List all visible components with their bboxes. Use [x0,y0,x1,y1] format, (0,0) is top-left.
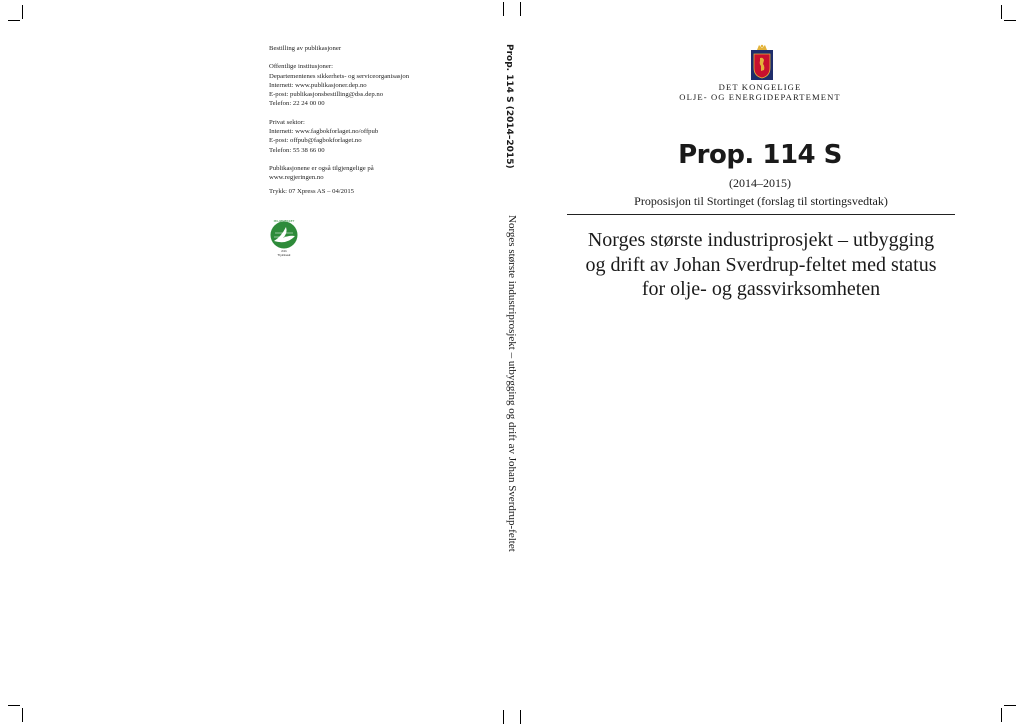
ecolabel-top-text: MILJØMERKET [273,219,295,223]
printer-line: Trykk: 07 Xpress AS – 04/2015 [269,187,355,195]
crop-mark [8,705,20,706]
title-line2: og drift av Johan Sverdrup-feltet med status [585,253,937,276]
session-years: (2014–2015) [729,176,791,190]
crop-mark [1001,5,1002,19]
spine-subtitle: Norges største industriprosjekt – utbygging og drift av Johan Sverdrup-feltet [506,215,518,552]
ministry-line2: OLJE- OG ENERGIDEPARTEMENT [679,92,841,102]
private-internet: Internett: www.fagbokforlaget.no/offpub [269,128,379,136]
crop-mark [503,710,504,724]
private-email: E-post: offpub@fagbokforlaget.no [269,137,362,145]
spine-title: Prop. 114 S (2014–2015) [504,44,514,169]
title-divider [567,214,955,215]
public-org: Departementenes sikkerhets- og serviceorganisasjon [269,72,410,80]
private-phone: Telefon: 55 38 66 00 [269,146,325,154]
title-line3: for olje- og gassvirksomheten [641,278,881,300]
public-internet: Internett: www.publikasjoner.dep.no [269,81,367,89]
document-title [567,228,955,302]
crop-mark [1004,705,1016,706]
prop-number: Prop. 114 S [678,140,842,170]
availability-line2: www.regjeringen.no [269,174,324,182]
ecolabel-bottom-text: Trykksak [277,253,291,257]
private-heading: Privat sektor: [269,118,305,126]
title-line1: Norges største industriprosjekt – utbygging [587,229,935,251]
crop-mark [1001,708,1002,722]
crop-mark [22,5,23,19]
public-heading: Offentlige institusjoner: [269,63,333,71]
crop-mark [503,2,504,16]
public-email: E-post: publikasjonsbestilling@dss.dep.no [269,91,384,99]
crop-mark [1004,20,1016,21]
ministry-name [660,82,860,102]
ordering-heading: Bestilling av publikasjoner [269,45,342,52]
ecolabel-number: 241 [281,249,287,253]
ordering-info [269,44,469,196]
royal-coat-of-arms-icon [751,44,773,85]
crop-mark [22,708,23,722]
document-type: Proposisjon til Stortinget (forslag til stortingsvedtak) [634,194,888,208]
public-phone: Telefon: 22 24 00 00 [269,100,325,108]
ministry-line1: DET KONGELIGE [718,82,802,92]
availability-line1: Publikasjonene er også tilgjengelige på [269,164,374,172]
swan-ecolabel-icon [269,219,299,262]
crop-mark [520,710,521,724]
crop-mark [520,2,521,16]
crop-mark [8,20,20,21]
